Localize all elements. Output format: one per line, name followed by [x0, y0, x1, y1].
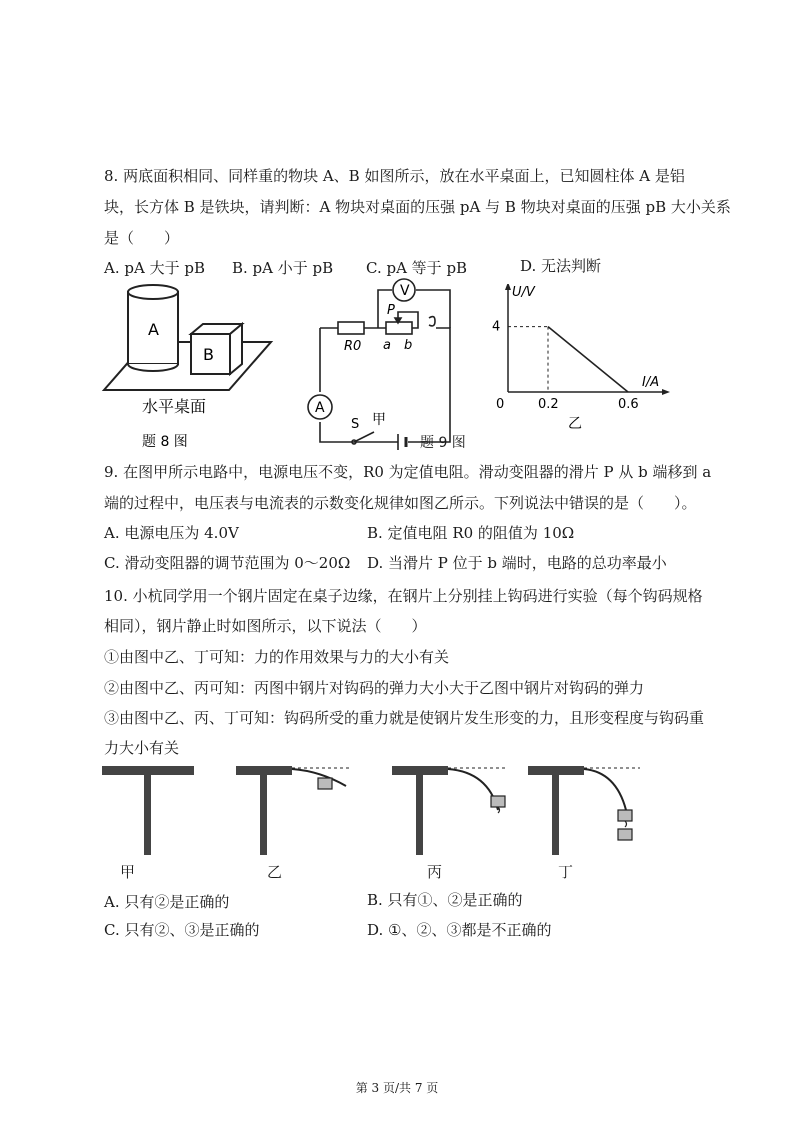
q9-option-b: B. 定值电阻 R0 的阻值为 10Ω [367, 524, 575, 542]
fig10-label-yi: 乙 [267, 863, 283, 881]
slider-label: P [387, 303, 395, 318]
q8-option-c: C. pA 等于 pB [366, 259, 468, 277]
setup-jia [102, 766, 194, 855]
q8-line1: 8. 两底面积相同、同样重的物块 A、B 如图所示，放在水平桌面上，已知圆柱体 A 是铝 [104, 167, 685, 185]
q9-line1: 9. 在图甲所示电路中，电源电压不变，R0 为定值电阻。滑动变阻器的滑片 P 从 b 端移到 a [104, 463, 712, 481]
box-label: B [203, 345, 214, 364]
q10-option-b: B. 只有①、②是正确的 [367, 891, 523, 909]
resistor-r0 [338, 322, 364, 334]
origin-label: 0 [496, 397, 505, 412]
end-b-label: b [404, 338, 413, 353]
q10-statement-3a: ③由图中乙、丙、丁可知：钩码所受的重力就是使钢片发生形变的力，且形变程度与钩码重 [104, 709, 705, 727]
q8-option-d: D. 无法判断 [520, 257, 602, 275]
cylinder-bottom [128, 364, 178, 371]
switch-blade [354, 432, 374, 442]
q10-option-a: A. 只有②是正确的 [104, 893, 230, 911]
q10-option-c: C. 只有②、③是正确的 [104, 921, 260, 939]
q10-statement-2: ②由图中乙、丙可知：丙图中钢片对钩码的弹力大小大于乙图中钢片对钩码的弹力 [104, 679, 645, 697]
y-tick-label: 4 [492, 319, 501, 335]
y-axis-arrow [505, 284, 511, 290]
q9-circuit-figure [300, 276, 475, 454]
resistor-label: R0 [344, 339, 362, 354]
page-footer: 第 3 页/共 7 页 [355, 1081, 439, 1095]
setup-ding [528, 766, 640, 855]
q9-option-d: D. 当滑片 P 位于 b 端时，电路的总功率最小 [367, 554, 667, 572]
q10-line1: 10. 小杭同学用一个钢片固定在桌子边缘，在钢片上分别挂上钩码进行实验（每个钩码规格 [104, 587, 703, 605]
box-side [230, 324, 242, 374]
cylinder-label: A [148, 320, 159, 339]
q8-line2: 块，长方体 B 是铁块，请判断：A 物块对桌面的压强 pA 与 B 物块对桌面的压强 pB 大小关系 [104, 198, 731, 216]
fig10-label-ding: 丁 [558, 863, 574, 881]
setup-yi [236, 766, 350, 855]
wire-mark [429, 317, 435, 326]
q10-figure [100, 762, 680, 886]
x-tick-label-1: 0.2 [538, 397, 559, 412]
slider-wire [398, 312, 418, 328]
x-tick-label-2: 0.6 [618, 397, 639, 412]
end-a-label: a [383, 338, 391, 353]
q10-statement-3b: 力大小有关 [104, 739, 180, 757]
q8-option-b: B. pA 小于 pB [232, 259, 334, 277]
ammeter-label: A [315, 400, 325, 416]
q10-line2: 相同），钢片静止时如图所示，以下说法（ ） [104, 617, 427, 635]
setup-bing [392, 766, 508, 855]
q8-option-a: A. pA 大于 pB [104, 259, 205, 277]
voltmeter-label: V [400, 283, 410, 299]
x-axis-arrow [662, 389, 670, 395]
fig10-label-bing: 丙 [427, 863, 443, 881]
q9-option-a: A. 电源电压为 4.0V [104, 524, 239, 542]
fig10-label-jia: 甲 [120, 863, 136, 881]
q10-option-d: D. ①、②、③都是不正确的 [367, 921, 552, 939]
chart-layer [492, 284, 670, 432]
table-caption: 水平桌面 [142, 397, 207, 416]
q9-chart [488, 284, 678, 434]
q10-statement-1: ①由图中乙、丁可知：力的作用效果与力的大小有关 [104, 648, 450, 666]
cylinder-top [128, 285, 178, 299]
y-axis-label: U/V [512, 285, 535, 300]
circuit-caption: 甲 [372, 412, 386, 428]
x-axis-label: I/A [642, 375, 660, 390]
q8-figure [96, 280, 286, 450]
rheostat [386, 322, 412, 334]
q8-line3: 是（ ） [104, 229, 180, 247]
q9-line2: 端的过程中，电压表与电流表的示数变化规律如图乙所示。下列说法中错误的是（ ）。 [104, 494, 697, 512]
fig8-title: 题 8 图 [142, 434, 188, 450]
q9-option-c: C. 滑动变阻器的调节范围为 0～20Ω [104, 554, 351, 572]
fig9-title: 题 9 图 [420, 435, 466, 451]
chart-caption: 乙 [568, 416, 582, 432]
switch-label: S [351, 417, 360, 432]
series-line [548, 327, 628, 392]
